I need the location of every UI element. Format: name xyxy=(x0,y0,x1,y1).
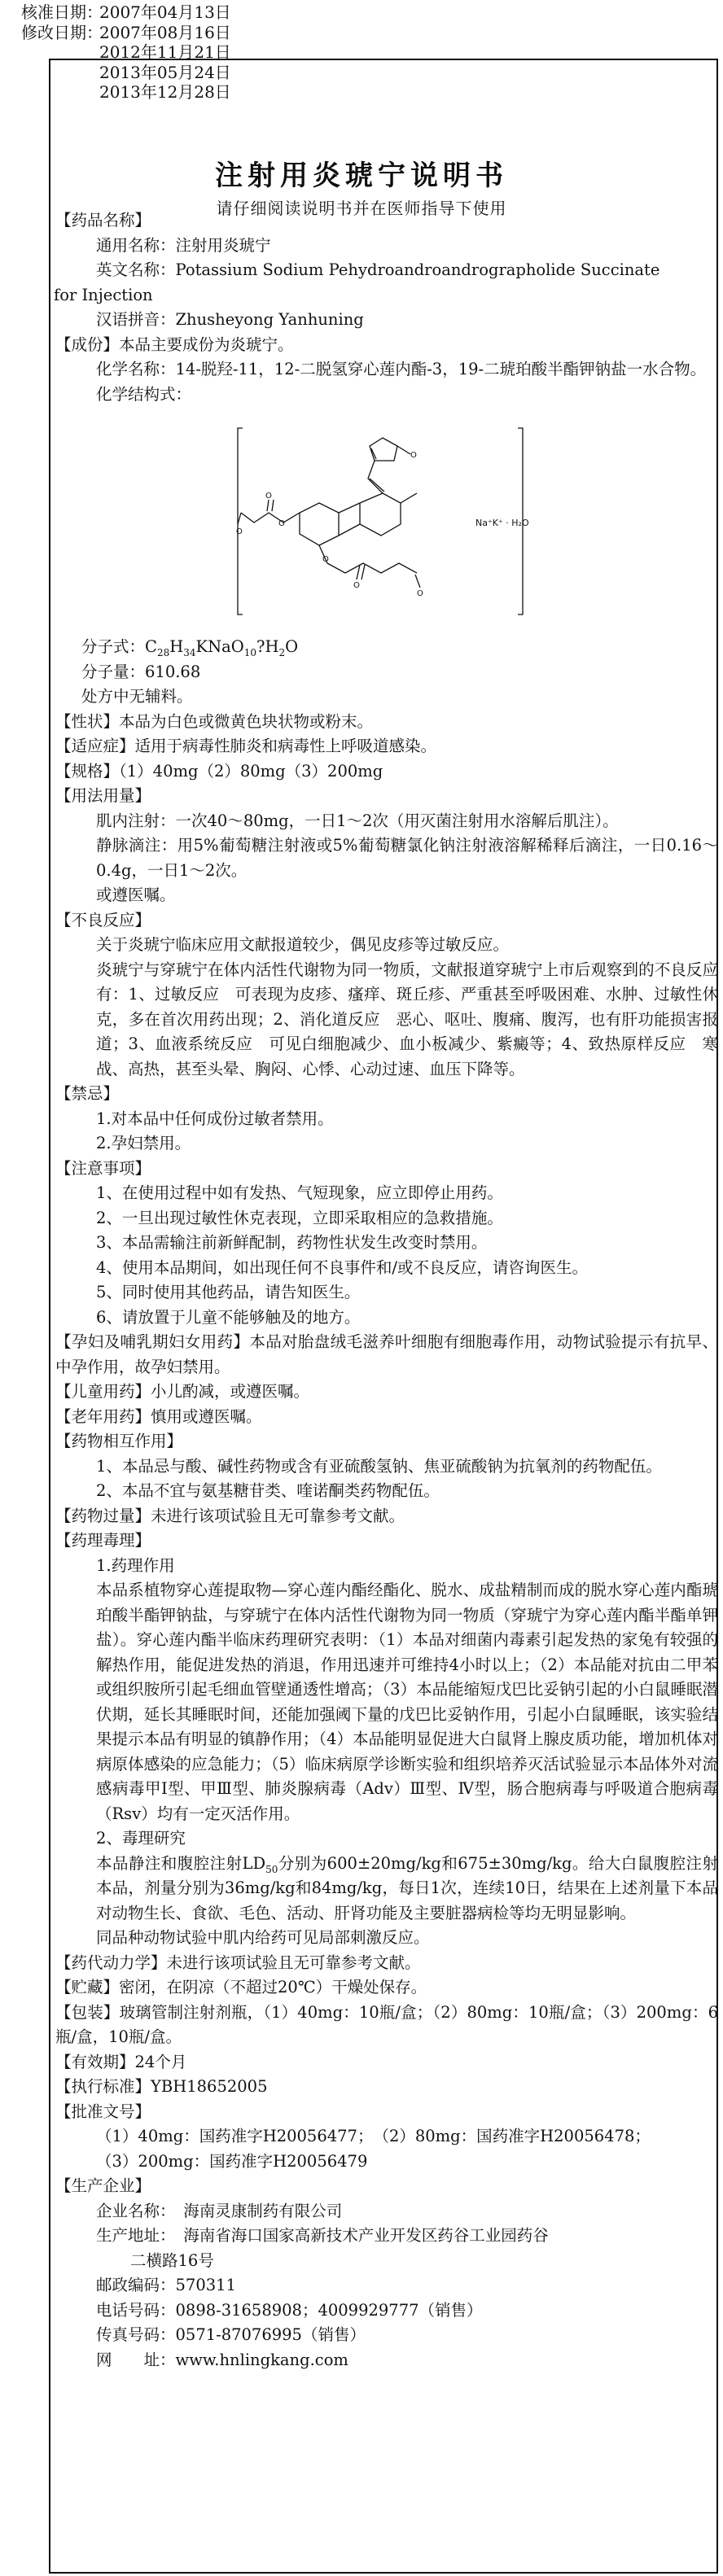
svg-text:O: O xyxy=(236,527,243,536)
chemical-name: 化学名称：14-脱羟-11，12-二脱氢穿心莲内酯-3，19-二琥珀酸半酯钾钠盐一水合物。 xyxy=(96,360,707,378)
section-heading: 【适应症】 xyxy=(55,737,135,755)
section-heading: 【药代动力学】 xyxy=(55,1953,167,1972)
section-heading: 【规格】 xyxy=(55,761,120,781)
chemical-structure-diagram xyxy=(238,422,580,621)
structure-area xyxy=(49,407,718,635)
revision-date-row: 2013年05月24日 xyxy=(99,62,231,82)
formula-c: C xyxy=(145,637,157,656)
pregnancy-section: 【孕妇及哺乳期妇女用药】本品对胎盘绒毛滋养叶细胞有细胞毒作用，动物试验提示有抗早、中孕作用，故孕妇禁用。 xyxy=(55,1332,718,1376)
section-heading: 【老年用药】 xyxy=(55,1406,151,1426)
adverse-paragraph: 炎琥宁与穿琥宁在体内活性代谢物为同一物质，文献报道穿琥宁上市后观察到的不良反应有：1、过敏反应 可表现为皮疹、瘙痒、斑丘疹、严重甚至呼吸困难、水肿、过敏性休克，多在首次用药出现；2、消化道反应 恶心、呕吐、腹痛、腹泻，也有肝功能损害报道；3、血液系统反应 可见白细胞减少、血小板减少、紫癜等；4、致热原样反应 寒战、高热，甚至头晕、胸闷、心悸、心动过速、血压下降等。 xyxy=(96,960,718,1078)
english-name: 英文名称：Potassium Sodium Pehydroandroandrographolide Succinate xyxy=(96,260,660,279)
property-section: 【性状】本品为白色或微黄色块状物或粉末。 xyxy=(55,711,374,731)
section-heading: 【药理毒理】 xyxy=(55,1531,151,1550)
company-name: 企业名称： 海南灵康制药有限公司 xyxy=(96,2201,343,2220)
children-section: 【儿童用药】小儿酌减，或遵医嘱。 xyxy=(55,1382,310,1401)
interaction-item: 2、本品不宜与氨基糖苷类、喹诺酮类药物配伍。 xyxy=(96,1481,440,1500)
document-subtitle: 请仔细阅读说明书并在医师指导下使用 xyxy=(216,199,507,218)
section-heading: 【儿童用药】 xyxy=(55,1382,151,1401)
section-heading: 【孕妇及哺乳期妇女用药】 xyxy=(55,1332,250,1351)
english-name-continued: for Injection xyxy=(54,285,153,304)
section-heading: 【包装】 xyxy=(55,2002,120,2022)
caution-item: 4、使用本品期间，如出现任何不良事件和/或不良反应，请咨询医生。 xyxy=(96,1257,588,1277)
intravenous-dosage: 静脉滴注：用5%葡萄糖注射液或5%葡萄糖氯化钠注射液溶解稀释后滴注，一日0.16～0.4g，一日1～2次。 xyxy=(96,836,718,880)
website: 网 址：www.hnlingkang.com xyxy=(96,2350,348,2369)
section-heading: 【性状】 xyxy=(55,711,120,731)
caution-item: 3、本品需输注前新鲜配制，药物性状发生改变时禁用。 xyxy=(96,1233,488,1252)
phone-number: 电话号码：0898-31658908；4009929777（销售） xyxy=(96,2300,483,2320)
toxicology-subheading: 2、毒理研究 xyxy=(96,1829,186,1848)
revision-date-row: 修改日期：2007年08月16日 xyxy=(21,22,231,42)
postcode: 邮政编码：570311 xyxy=(96,2276,236,2294)
section-heading: 【执行标准】 xyxy=(55,2077,151,2096)
pk-section: 【药代动力学】未进行该项试验且无可靠参考文献。 xyxy=(55,1953,421,1972)
storage-section: 【贮藏】密闭，在阴凉（不超过20℃）干燥处保存。 xyxy=(55,1978,427,1997)
company-address-continued: 二横路16号 xyxy=(130,2250,214,2270)
dosage-note: 或遵医嘱。 xyxy=(96,886,176,904)
pharmacology-subheading: 1.药理作用 xyxy=(96,1555,175,1575)
svg-text:O: O xyxy=(278,519,285,528)
company-address: 生产地址： 海南省海口国家高新技术产业开发区药谷工业园药谷 xyxy=(96,2226,549,2245)
interaction-item: 1、本品忌与酸、碱性药物或含有亚硫酸氢钠、焦亚硫酸钠为抗氧剂的药物配伍。 xyxy=(96,1456,662,1476)
indication-section: 【适应症】适用于病毒性肺炎和病毒性上呼吸道感染。 xyxy=(55,737,437,755)
leaflet-content xyxy=(49,208,718,2373)
revision-date-row: 2013年12月28日 xyxy=(99,82,231,102)
section-heading: 【药品名称】 xyxy=(55,211,151,230)
section-heading: 【注意事项】 xyxy=(55,1158,151,1178)
caution-item: 6、请放置于儿童不能够触及的地方。 xyxy=(96,1307,361,1327)
svg-text:O: O xyxy=(265,492,272,501)
approval-number: （3）200mg：国药准字H20056479 xyxy=(96,2151,368,2171)
molecular-weight: 分子量：610.68 xyxy=(81,662,201,681)
molecular-formula: 分子式：$C_{28}H_{34}KNaO_{10}?H_2O$ xyxy=(81,637,299,658)
toxicology-note: 同品种动物试验中肌内给药可见局部刺激反应。 xyxy=(96,1928,430,1947)
section-heading: 【药物相互作用】 xyxy=(55,1432,183,1450)
adverse-paragraph: 关于炎琥宁临床应用文献报道较少，偶见皮疹等过敏反应。 xyxy=(96,935,510,954)
contraindication-item: 1.对本品中任何成份过敏者禁用。 xyxy=(96,1109,334,1128)
composition-section xyxy=(49,333,718,358)
svg-text:O: O xyxy=(322,555,329,564)
caution-item: 1、在使用过程中如有发热、气短现象，应立即停止用药。 xyxy=(96,1183,503,1202)
svg-text:O: O xyxy=(353,581,360,590)
document-title: 注射用炎琥宁说明书 xyxy=(215,160,508,192)
revision-dates xyxy=(21,2,231,103)
toxicology-paragraph: 本品静注和腹腔注射$LD_{50}$分别为600±20mg/kg和675±30mg/kg。给大白鼠腹腔注射本品，剂量分别为36mg/kg和84mg/kg，每日1次，连续10日，结果在上述剂量下本品对动物生长、食欲、毛色、活动、肝肾功能及主要脏器病检等均无明显影响。 xyxy=(96,1853,718,1922)
generic-name: 通用名称：注射用炎琥宁 xyxy=(96,235,271,255)
spec-section: 【规格】（1）40mg（2）80mg（3）200mg xyxy=(55,761,383,781)
fax-number: 传真号码：0571-87076995（销售） xyxy=(96,2325,366,2344)
section-heading: 【用法用量】 xyxy=(55,786,151,805)
svg-text:O: O xyxy=(410,451,417,460)
section-heading: 【批准文号】 xyxy=(55,2101,151,2121)
expiry-section: 【有效期】24个月 xyxy=(55,2052,187,2071)
section-heading: 【贮藏】 xyxy=(55,1978,120,1997)
standard-section: 【执行标准】YBH18652005 xyxy=(55,2077,268,2096)
composition-text: 本品主要成份为炎琥宁。 xyxy=(119,335,294,354)
pharmacology-paragraph: 本品系植物穿心莲提取物—穿心莲内酯经酯化、脱水、成盐精制而成的脱水穿心莲内酯琥珀酸半酯钾钠盐，与穿琥宁在体内活性代谢物为同一物质（穿琥宁为穿心莲内酯半酯单钾盐）。穿心莲内酯半临床药理研究表明：（1）本品对细菌内毒素引起发热的家兔有较强的解热作用，能促进发热的消退，作用迅速并可维持4小时以上；（2）本品能对抗由二甲苯或组织胺所引起毛细血管壁通透性增高；（3）本品能缩短戊巴比妥钠引起的小白鼠睡眠潜伏期，延长其睡眠时间，还能加强阈下量的戊巴比妥钠作用，引起小白鼠睡眠，该实验结果提示本品有明显的镇静作用；（4）本品能明显促进大白鼠肾上腺皮质功能，增加机体对病原体感染的应急能力；（5）临床病原学诊断实验和组织培养灭活试验显示本品体外对流感病毒甲Ⅰ型、甲Ⅲ型、肺炎腺病毒（Adv）Ⅲ型、Ⅳ型，肠合胞病毒与呼吸道合胞病毒（Rsv）均有一定灭活作用。 xyxy=(96,1581,718,1823)
elderly-section: 【老年用药】慎用或遵医嘱。 xyxy=(55,1406,262,1426)
excipient-note: 处方中无辅料。 xyxy=(81,687,193,706)
package-section: 【包装】玻璃管制注射剂瓶，（1）40mg：10瓶/盒；（2）80mg：10瓶/盒；（3）200mg：6瓶/盒，10瓶/盒。 xyxy=(55,2002,718,2046)
section-heading: 【禁忌】 xyxy=(55,1084,120,1103)
approval-date-row: 核准日期：2007年04月13日 xyxy=(21,2,231,22)
section-heading: 【不良反应】 xyxy=(55,910,151,929)
section-heading: 【生产企业】 xyxy=(55,2176,151,2195)
caution-item: 2、一旦出现过敏性休克表现，立即采取相应的急救措施。 xyxy=(96,1208,503,1227)
intramuscular-dosage: 肌内注射：一次40～80mg，一日1～2次（用灭菌注射用水溶解后肌注）。 xyxy=(96,811,619,830)
pinyin-name: 汉语拼音：Zhusheyong Yanhuning xyxy=(96,310,364,329)
svg-text:O: O xyxy=(417,589,423,598)
approval-number: （1）40mg：国药准字H20056477； （2）80mg：国药准字H20056478； xyxy=(96,2127,651,2145)
overdose-section: 【药物过量】未进行该项试验且无可靠参考文献。 xyxy=(55,1506,405,1525)
section-heading: 【成份】 xyxy=(55,335,120,354)
structure-counterions: Na⁺K⁺ · H₂O xyxy=(475,518,529,528)
caution-item: 5、同时使用其他药品，请告知医生。 xyxy=(96,1283,361,1301)
contraindication-item: 2.孕妇禁用。 xyxy=(96,1134,191,1152)
revision-date-row: 2012年11月21日 xyxy=(99,42,231,62)
structure-label: 化学结构式： xyxy=(96,384,192,404)
section-heading: 【药物过量】 xyxy=(55,1506,151,1525)
section-heading: 【有效期】 xyxy=(55,2052,135,2071)
